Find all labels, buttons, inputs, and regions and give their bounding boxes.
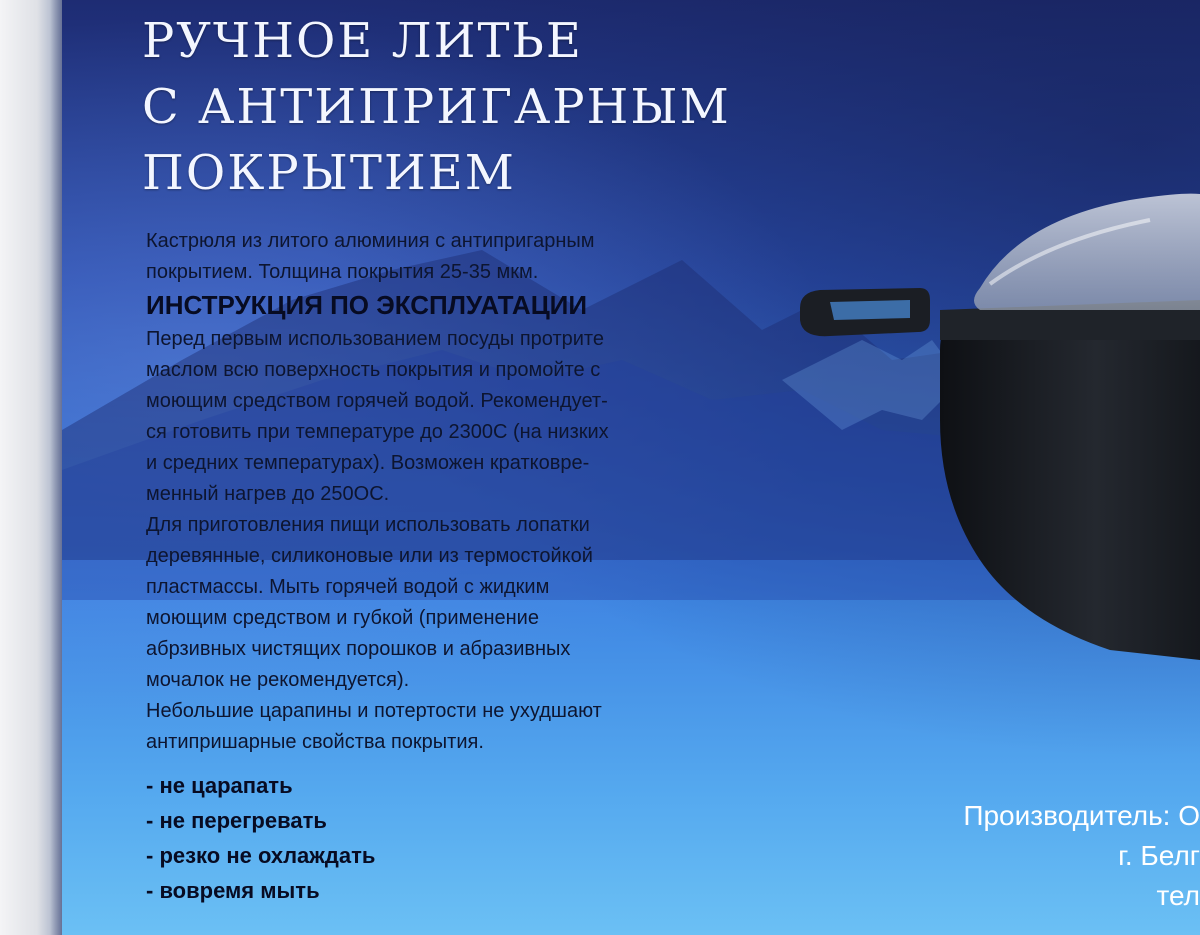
- manufacturer-info: [870, 796, 1200, 916]
- paragraph-line: пластмассы. Мыть горячей водой с жидким: [146, 576, 550, 598]
- box-edge-shadow: [50, 0, 62, 935]
- manufacturer-line: Производитель: О: [963, 800, 1200, 831]
- paragraph-line: Для приготовления пищи использовать лопатки: [146, 514, 590, 536]
- description-text: [146, 226, 712, 758]
- pot-image: [790, 180, 1200, 740]
- title-line: РУЧНОЕ ЛИТЬЕ: [142, 13, 583, 69]
- paragraph-line: моющим средством и губкой (применение: [146, 607, 539, 629]
- paragraph-line: и средних температурах). Возможен кратковре-: [146, 452, 590, 474]
- intro-line: Кастрюля из литого алюминия с антипригарным: [146, 230, 595, 252]
- paragraph-line: Перед первым использованием посуды протрите: [146, 328, 604, 350]
- manufacturer-line: г. Белг: [1118, 840, 1200, 871]
- paragraph-line: Небольшие царапины и потертости не ухудшают: [146, 700, 602, 722]
- paragraph-line: маслом всю поверхность покрытия и промойте с: [146, 359, 601, 381]
- paragraph-line: ся готовить при температуре до 2300С (на низких: [146, 421, 609, 443]
- title-line: С АНТИПРИГАРНЫМ: [142, 79, 731, 135]
- care-rule-item: - не перегревать: [146, 808, 327, 833]
- product-title: [142, 8, 762, 206]
- paragraph-line: антипришарные свойства покрытия.: [146, 731, 484, 753]
- title-line: ПОКРЫТИЕМ: [142, 145, 516, 201]
- package-panel: [62, 0, 1200, 935]
- manufacturer-line: тел: [1156, 880, 1200, 911]
- care-rule-item: - вовремя мыть: [146, 878, 320, 903]
- instruction-heading: ИНСТРУКЦИЯ ПО ЭКСПЛУАТАЦИИ: [146, 290, 588, 320]
- paragraph-line: менный нагрев до 250ОС.: [146, 483, 390, 505]
- paragraph-line: моющим средством горячей водой. Рекомендует-: [146, 390, 608, 412]
- paragraph-line: деревянные, силиконовые или из термостойкой: [146, 545, 593, 567]
- paragraph-line: мочалок не рекомендуется).: [146, 669, 410, 691]
- paragraph-line: абрзивных чистящих порошков и абразивных: [146, 638, 571, 660]
- care-rules-list: [146, 768, 375, 908]
- intro-line: покрытием. Толщина покрытия 25-35 мкм.: [146, 261, 539, 283]
- care-rule-item: - не царапать: [146, 773, 293, 798]
- care-rule-item: - резко не охлаждать: [146, 843, 376, 868]
